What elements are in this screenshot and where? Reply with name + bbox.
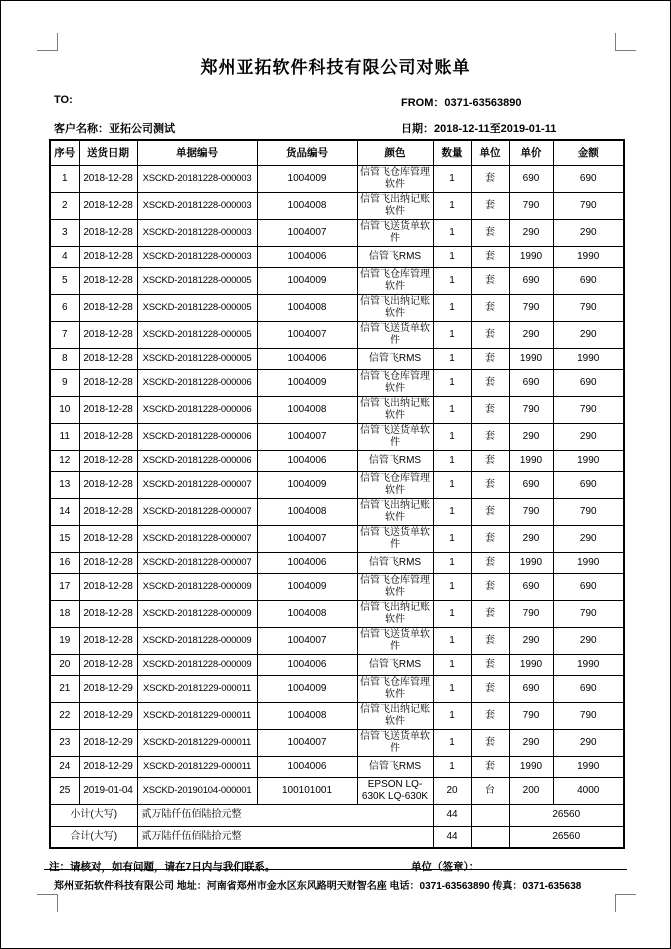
cell-doc: XSCKD-20181228-000009 [137, 654, 257, 675]
cell-unit: 套 [471, 552, 509, 573]
cell-color: 信管飞仓库管理软件 [357, 573, 433, 600]
cell-unit: 套 [471, 627, 509, 654]
cell-color: 信管飞RMS [357, 348, 433, 369]
cell-color: 信管飞仓库管理软件 [357, 267, 433, 294]
cell-price: 790 [509, 396, 553, 423]
cell-price: 790 [509, 498, 553, 525]
subtotal-label: 小计(大写) [50, 804, 137, 826]
cell-qty: 1 [433, 675, 471, 702]
cell-unit: 套 [471, 654, 509, 675]
subtotal-row [50, 804, 624, 826]
cell-qty: 1 [433, 498, 471, 525]
cell-price: 690 [509, 675, 553, 702]
cell-item: 1004006 [257, 348, 357, 369]
cell-amount: 1990 [553, 552, 624, 573]
cell-index: 23 [50, 729, 79, 756]
cell-date: 2018-12-28 [79, 525, 137, 552]
cell-index: 19 [50, 627, 79, 654]
cell-unit: 套 [471, 396, 509, 423]
cell-color: 信管飞送货单软件 [357, 321, 433, 348]
cell-amount: 290 [553, 627, 624, 654]
cell-index: 5 [50, 267, 79, 294]
cell-date: 2018-12-29 [79, 702, 137, 729]
cell-color: 信管飞出纳记账软件 [357, 192, 433, 219]
cell-amount: 290 [553, 321, 624, 348]
cell-item: 1004009 [257, 165, 357, 192]
cell-price: 790 [509, 192, 553, 219]
cell-qty: 1 [433, 294, 471, 321]
cell-amount: 790 [553, 600, 624, 627]
cell-item: 1004006 [257, 246, 357, 267]
cell-index: 25 [50, 777, 79, 804]
cell-price: 290 [509, 729, 553, 756]
cell-price: 290 [509, 219, 553, 246]
cell-price: 290 [509, 627, 553, 654]
cell-amount: 1990 [553, 348, 624, 369]
cell-date: 2018-12-28 [79, 654, 137, 675]
cell-amount: 290 [553, 219, 624, 246]
info-row-customer-date [54, 120, 630, 136]
cell-index: 3 [50, 219, 79, 246]
total-label: 合计(大写) [50, 826, 137, 848]
cell-doc: XSCKD-20181228-000006 [137, 423, 257, 450]
table-row [50, 450, 624, 471]
crop-mark-bottom-left [37, 894, 58, 912]
cell-index: 20 [50, 654, 79, 675]
total-unit [471, 826, 509, 848]
cell-doc: XSCKD-20181229-000011 [137, 675, 257, 702]
table-row [50, 369, 624, 396]
col-header-amount: 金额 [553, 140, 624, 165]
cell-date: 2018-12-29 [79, 729, 137, 756]
cell-doc: XSCKD-20181228-000009 [137, 627, 257, 654]
cell-unit: 套 [471, 348, 509, 369]
cell-color: 信管飞送货单软件 [357, 219, 433, 246]
cell-price: 690 [509, 573, 553, 600]
cell-item: 1004007 [257, 627, 357, 654]
col-header-unit: 单位 [471, 140, 509, 165]
cell-amount: 4000 [553, 777, 624, 804]
cell-date: 2018-12-29 [79, 756, 137, 777]
cell-date: 2018-12-28 [79, 219, 137, 246]
cell-index: 11 [50, 423, 79, 450]
cell-unit: 套 [471, 498, 509, 525]
cell-amount: 1990 [553, 246, 624, 267]
cell-doc: XSCKD-20181228-000005 [137, 348, 257, 369]
cell-index: 1 [50, 165, 79, 192]
cell-qty: 1 [433, 348, 471, 369]
table-row [50, 756, 624, 777]
cell-doc: XSCKD-20181228-000009 [137, 600, 257, 627]
cell-unit: 套 [471, 423, 509, 450]
to-label: TO: [54, 94, 73, 106]
table-row [50, 573, 624, 600]
cell-item: 1004008 [257, 396, 357, 423]
cell-amount: 290 [553, 525, 624, 552]
footer-divider [44, 869, 627, 870]
cell-index: 18 [50, 600, 79, 627]
cell-doc: XSCKD-20181228-000003 [137, 165, 257, 192]
cell-unit: 套 [471, 450, 509, 471]
table-row [50, 654, 624, 675]
cell-unit: 套 [471, 219, 509, 246]
cell-price: 1990 [509, 552, 553, 573]
cell-index: 15 [50, 525, 79, 552]
table-row [50, 600, 624, 627]
cell-item: 1004006 [257, 552, 357, 573]
cell-qty: 1 [433, 321, 471, 348]
cell-date: 2018-12-28 [79, 552, 137, 573]
cell-item: 1004008 [257, 702, 357, 729]
total-row [50, 826, 624, 848]
cell-date: 2019-01-04 [79, 777, 137, 804]
cell-item: 1004009 [257, 675, 357, 702]
cell-amount: 790 [553, 498, 624, 525]
crop-mark-top-left [37, 33, 58, 51]
cell-amount: 690 [553, 369, 624, 396]
note-text: 注：请核对，如有问题，请在7日内与我们联系。 [49, 861, 276, 873]
cell-price: 1990 [509, 654, 553, 675]
table-row [50, 396, 624, 423]
table-row [50, 423, 624, 450]
cell-index: 17 [50, 573, 79, 600]
cell-doc: XSCKD-20181228-000006 [137, 369, 257, 396]
cell-qty: 1 [433, 729, 471, 756]
cell-date: 2018-12-28 [79, 450, 137, 471]
cell-price: 1990 [509, 246, 553, 267]
cell-index: 14 [50, 498, 79, 525]
cell-date: 2018-12-28 [79, 348, 137, 369]
date-field [401, 120, 556, 136]
customer-value: 亚拓公司测试 [109, 123, 175, 135]
cell-doc: XSCKD-20181228-000006 [137, 396, 257, 423]
total-amount: 26560 [509, 826, 624, 848]
cell-date: 2018-12-28 [79, 192, 137, 219]
info-row-to-from [54, 94, 630, 110]
table-row [50, 321, 624, 348]
cell-item: 1004008 [257, 192, 357, 219]
cell-color: 信管飞出纳记账软件 [357, 600, 433, 627]
cell-date: 2018-12-28 [79, 165, 137, 192]
cell-index: 10 [50, 396, 79, 423]
cell-unit: 套 [471, 729, 509, 756]
cell-price: 290 [509, 525, 553, 552]
cell-date: 2018-12-28 [79, 267, 137, 294]
date-value: 2018-12-11至2019-01-11 [434, 123, 557, 135]
cell-price: 690 [509, 165, 553, 192]
cell-color: EPSON LQ-630K LQ-630K [357, 777, 433, 804]
cell-color: 信管飞仓库管理软件 [357, 165, 433, 192]
cell-index: 21 [50, 675, 79, 702]
cell-item: 1004007 [257, 321, 357, 348]
cell-index: 8 [50, 348, 79, 369]
cell-date: 2018-12-28 [79, 246, 137, 267]
cell-index: 9 [50, 369, 79, 396]
subtotal-qty: 44 [433, 804, 471, 826]
col-header-doc: 单据编号 [137, 140, 257, 165]
cell-color: 信管飞仓库管理软件 [357, 471, 433, 498]
cell-amount: 790 [553, 294, 624, 321]
cell-date: 2018-12-28 [79, 627, 137, 654]
cell-color: 信管飞RMS [357, 450, 433, 471]
cell-unit: 套 [471, 525, 509, 552]
cell-doc: XSCKD-20181229-000011 [137, 729, 257, 756]
cell-item: 1004008 [257, 498, 357, 525]
customer-field [54, 120, 401, 136]
cell-qty: 1 [433, 654, 471, 675]
table-row [50, 165, 624, 192]
cell-color: 信管飞RMS [357, 246, 433, 267]
cell-index: 7 [50, 321, 79, 348]
crop-mark-bottom-right [615, 894, 636, 912]
cell-price: 690 [509, 369, 553, 396]
cell-color: 信管飞送货单软件 [357, 423, 433, 450]
subtotal-amount-words: 贰万陆仟伍佰陆拾元整 [137, 804, 433, 826]
table-row [50, 267, 624, 294]
table-row [50, 552, 624, 573]
cell-doc: XSCKD-20181228-000003 [137, 219, 257, 246]
cell-unit: 套 [471, 192, 509, 219]
cell-unit: 套 [471, 471, 509, 498]
cell-date: 2018-12-28 [79, 498, 137, 525]
cell-color: 信管飞送货单软件 [357, 729, 433, 756]
col-header-date: 送货日期 [79, 140, 137, 165]
cell-date: 2018-12-28 [79, 573, 137, 600]
cell-qty: 1 [433, 369, 471, 396]
cell-qty: 1 [433, 525, 471, 552]
cell-index: 22 [50, 702, 79, 729]
cell-color: 信管飞出纳记账软件 [357, 498, 433, 525]
subtotal-unit [471, 804, 509, 826]
cell-item: 100101001 [257, 777, 357, 804]
cell-price: 290 [509, 321, 553, 348]
note-line [49, 859, 623, 874]
cell-date: 2018-12-28 [79, 396, 137, 423]
footer-company-info: 郑州亚拓软件科技有限公司 地址：河南省郑州市金水区东风路明天财智名座 电话：0371-63563890 传真：0371-635638 [54, 881, 582, 892]
cell-qty: 1 [433, 396, 471, 423]
date-label: 日期： [401, 123, 434, 135]
cell-item: 1004008 [257, 600, 357, 627]
cell-price: 690 [509, 471, 553, 498]
cell-price: 790 [509, 600, 553, 627]
cell-doc: XSCKD-20190104-000001 [137, 777, 257, 804]
cell-date: 2018-12-29 [79, 675, 137, 702]
cell-unit: 套 [471, 369, 509, 396]
table-row [50, 348, 624, 369]
cell-index: 2 [50, 192, 79, 219]
table-header-row [50, 140, 624, 165]
cell-doc: XSCKD-20181228-000005 [137, 321, 257, 348]
cell-item: 1004009 [257, 369, 357, 396]
cell-amount: 290 [553, 729, 624, 756]
cell-qty: 1 [433, 267, 471, 294]
cell-item: 1004006 [257, 756, 357, 777]
from-field [401, 94, 521, 110]
cell-color: 信管飞送货单软件 [357, 525, 433, 552]
cell-item: 1004009 [257, 471, 357, 498]
cell-color: 信管飞RMS [357, 756, 433, 777]
statement-table [49, 139, 625, 849]
cell-doc: XSCKD-20181228-000003 [137, 192, 257, 219]
cell-qty: 1 [433, 627, 471, 654]
cell-qty: 1 [433, 246, 471, 267]
cell-unit: 台 [471, 777, 509, 804]
cell-qty: 1 [433, 165, 471, 192]
table-row [50, 471, 624, 498]
cell-qty: 1 [433, 219, 471, 246]
cell-doc: XSCKD-20181228-000007 [137, 525, 257, 552]
cell-doc: XSCKD-20181228-000005 [137, 267, 257, 294]
col-header-price: 单价 [509, 140, 553, 165]
cell-unit: 套 [471, 165, 509, 192]
cell-qty: 1 [433, 471, 471, 498]
total-qty: 44 [433, 826, 471, 848]
from-label: FROM： [401, 97, 445, 109]
cell-qty: 20 [433, 777, 471, 804]
cell-item: 1004009 [257, 573, 357, 600]
cell-date: 2018-12-28 [79, 321, 137, 348]
table-row [50, 246, 624, 267]
cell-item: 1004008 [257, 294, 357, 321]
cell-amount: 790 [553, 396, 624, 423]
cell-qty: 1 [433, 573, 471, 600]
cell-amount: 1990 [553, 756, 624, 777]
cell-date: 2018-12-28 [79, 294, 137, 321]
cell-unit: 套 [471, 675, 509, 702]
statement-table-body [50, 165, 624, 804]
cell-color: 信管飞RMS [357, 654, 433, 675]
cell-unit: 套 [471, 321, 509, 348]
table-row [50, 219, 624, 246]
cell-color: 信管飞送货单软件 [357, 627, 433, 654]
cell-amount: 790 [553, 702, 624, 729]
crop-mark-top-right [615, 33, 636, 51]
page-title: 郑州亚拓软件科技有限公司对账单 [200, 58, 471, 77]
cell-date: 2018-12-28 [79, 423, 137, 450]
cell-price: 690 [509, 267, 553, 294]
cell-unit: 套 [471, 267, 509, 294]
cell-amount: 690 [553, 267, 624, 294]
cell-item: 1004007 [257, 219, 357, 246]
cell-amount: 690 [553, 675, 624, 702]
table-row [50, 627, 624, 654]
cell-color: 信管飞RMS [357, 552, 433, 573]
cell-date: 2018-12-28 [79, 369, 137, 396]
table-row [50, 525, 624, 552]
table-row [50, 675, 624, 702]
cell-color: 信管飞仓库管理软件 [357, 675, 433, 702]
cell-price: 1990 [509, 756, 553, 777]
subtotal-amount: 26560 [509, 804, 624, 826]
cell-qty: 1 [433, 552, 471, 573]
customer-label: 客户名称： [54, 123, 109, 135]
cell-unit: 套 [471, 600, 509, 627]
cell-qty: 1 [433, 702, 471, 729]
cell-amount: 790 [553, 192, 624, 219]
statement-content [49, 139, 623, 874]
cell-date: 2018-12-28 [79, 600, 137, 627]
cell-qty: 1 [433, 756, 471, 777]
cell-doc: XSCKD-20181228-000006 [137, 450, 257, 471]
cell-unit: 套 [471, 573, 509, 600]
seal-label: 单位（签章）： [411, 861, 480, 873]
col-header-color: 颜色 [357, 140, 433, 165]
cell-amount: 690 [553, 573, 624, 600]
col-header-item: 货品编号 [257, 140, 357, 165]
col-header-qty: 数量 [433, 140, 471, 165]
table-row [50, 192, 624, 219]
cell-date: 2018-12-28 [79, 471, 137, 498]
cell-color: 信管飞出纳记账软件 [357, 396, 433, 423]
table-row [50, 777, 624, 804]
cell-doc: XSCKD-20181228-000007 [137, 552, 257, 573]
cell-qty: 1 [433, 423, 471, 450]
cell-index: 6 [50, 294, 79, 321]
cell-index: 24 [50, 756, 79, 777]
cell-item: 1004006 [257, 450, 357, 471]
cell-index: 12 [50, 450, 79, 471]
total-amount-words: 贰万陆仟伍佰陆拾元整 [137, 826, 433, 848]
cell-unit: 套 [471, 246, 509, 267]
cell-qty: 1 [433, 600, 471, 627]
cell-amount: 1990 [553, 450, 624, 471]
cell-unit: 套 [471, 756, 509, 777]
cell-color: 信管飞出纳记账软件 [357, 702, 433, 729]
cell-color: 信管飞出纳记账软件 [357, 294, 433, 321]
cell-doc: XSCKD-20181228-000003 [137, 246, 257, 267]
cell-index: 16 [50, 552, 79, 573]
cell-price: 1990 [509, 348, 553, 369]
cell-index: 13 [50, 471, 79, 498]
table-row [50, 294, 624, 321]
cell-doc: XSCKD-20181228-000009 [137, 573, 257, 600]
cell-item: 1004007 [257, 525, 357, 552]
cell-item: 1004006 [257, 654, 357, 675]
cell-price: 790 [509, 294, 553, 321]
cell-amount: 690 [553, 471, 624, 498]
cell-item: 1004009 [257, 267, 357, 294]
cell-doc: XSCKD-20181228-000007 [137, 498, 257, 525]
cell-doc: XSCKD-20181228-000007 [137, 471, 257, 498]
cell-doc: XSCKD-20181228-000005 [137, 294, 257, 321]
table-row [50, 498, 624, 525]
cell-unit: 套 [471, 702, 509, 729]
cell-price: 200 [509, 777, 553, 804]
from-value: 0371-63563890 [444, 97, 522, 109]
cell-doc: XSCKD-20181229-000011 [137, 756, 257, 777]
cell-price: 1990 [509, 450, 553, 471]
cell-color: 信管飞仓库管理软件 [357, 369, 433, 396]
cell-qty: 1 [433, 192, 471, 219]
cell-qty: 1 [433, 450, 471, 471]
table-row [50, 702, 624, 729]
cell-index: 4 [50, 246, 79, 267]
cell-amount: 690 [553, 165, 624, 192]
cell-price: 790 [509, 702, 553, 729]
cell-item: 1004007 [257, 423, 357, 450]
cell-unit: 套 [471, 294, 509, 321]
table-row [50, 729, 624, 756]
cell-price: 290 [509, 423, 553, 450]
cell-doc: XSCKD-20181229-000011 [137, 702, 257, 729]
cell-amount: 1990 [553, 654, 624, 675]
cell-item: 1004007 [257, 729, 357, 756]
cell-amount: 290 [553, 423, 624, 450]
col-header-index: 序号 [50, 140, 79, 165]
